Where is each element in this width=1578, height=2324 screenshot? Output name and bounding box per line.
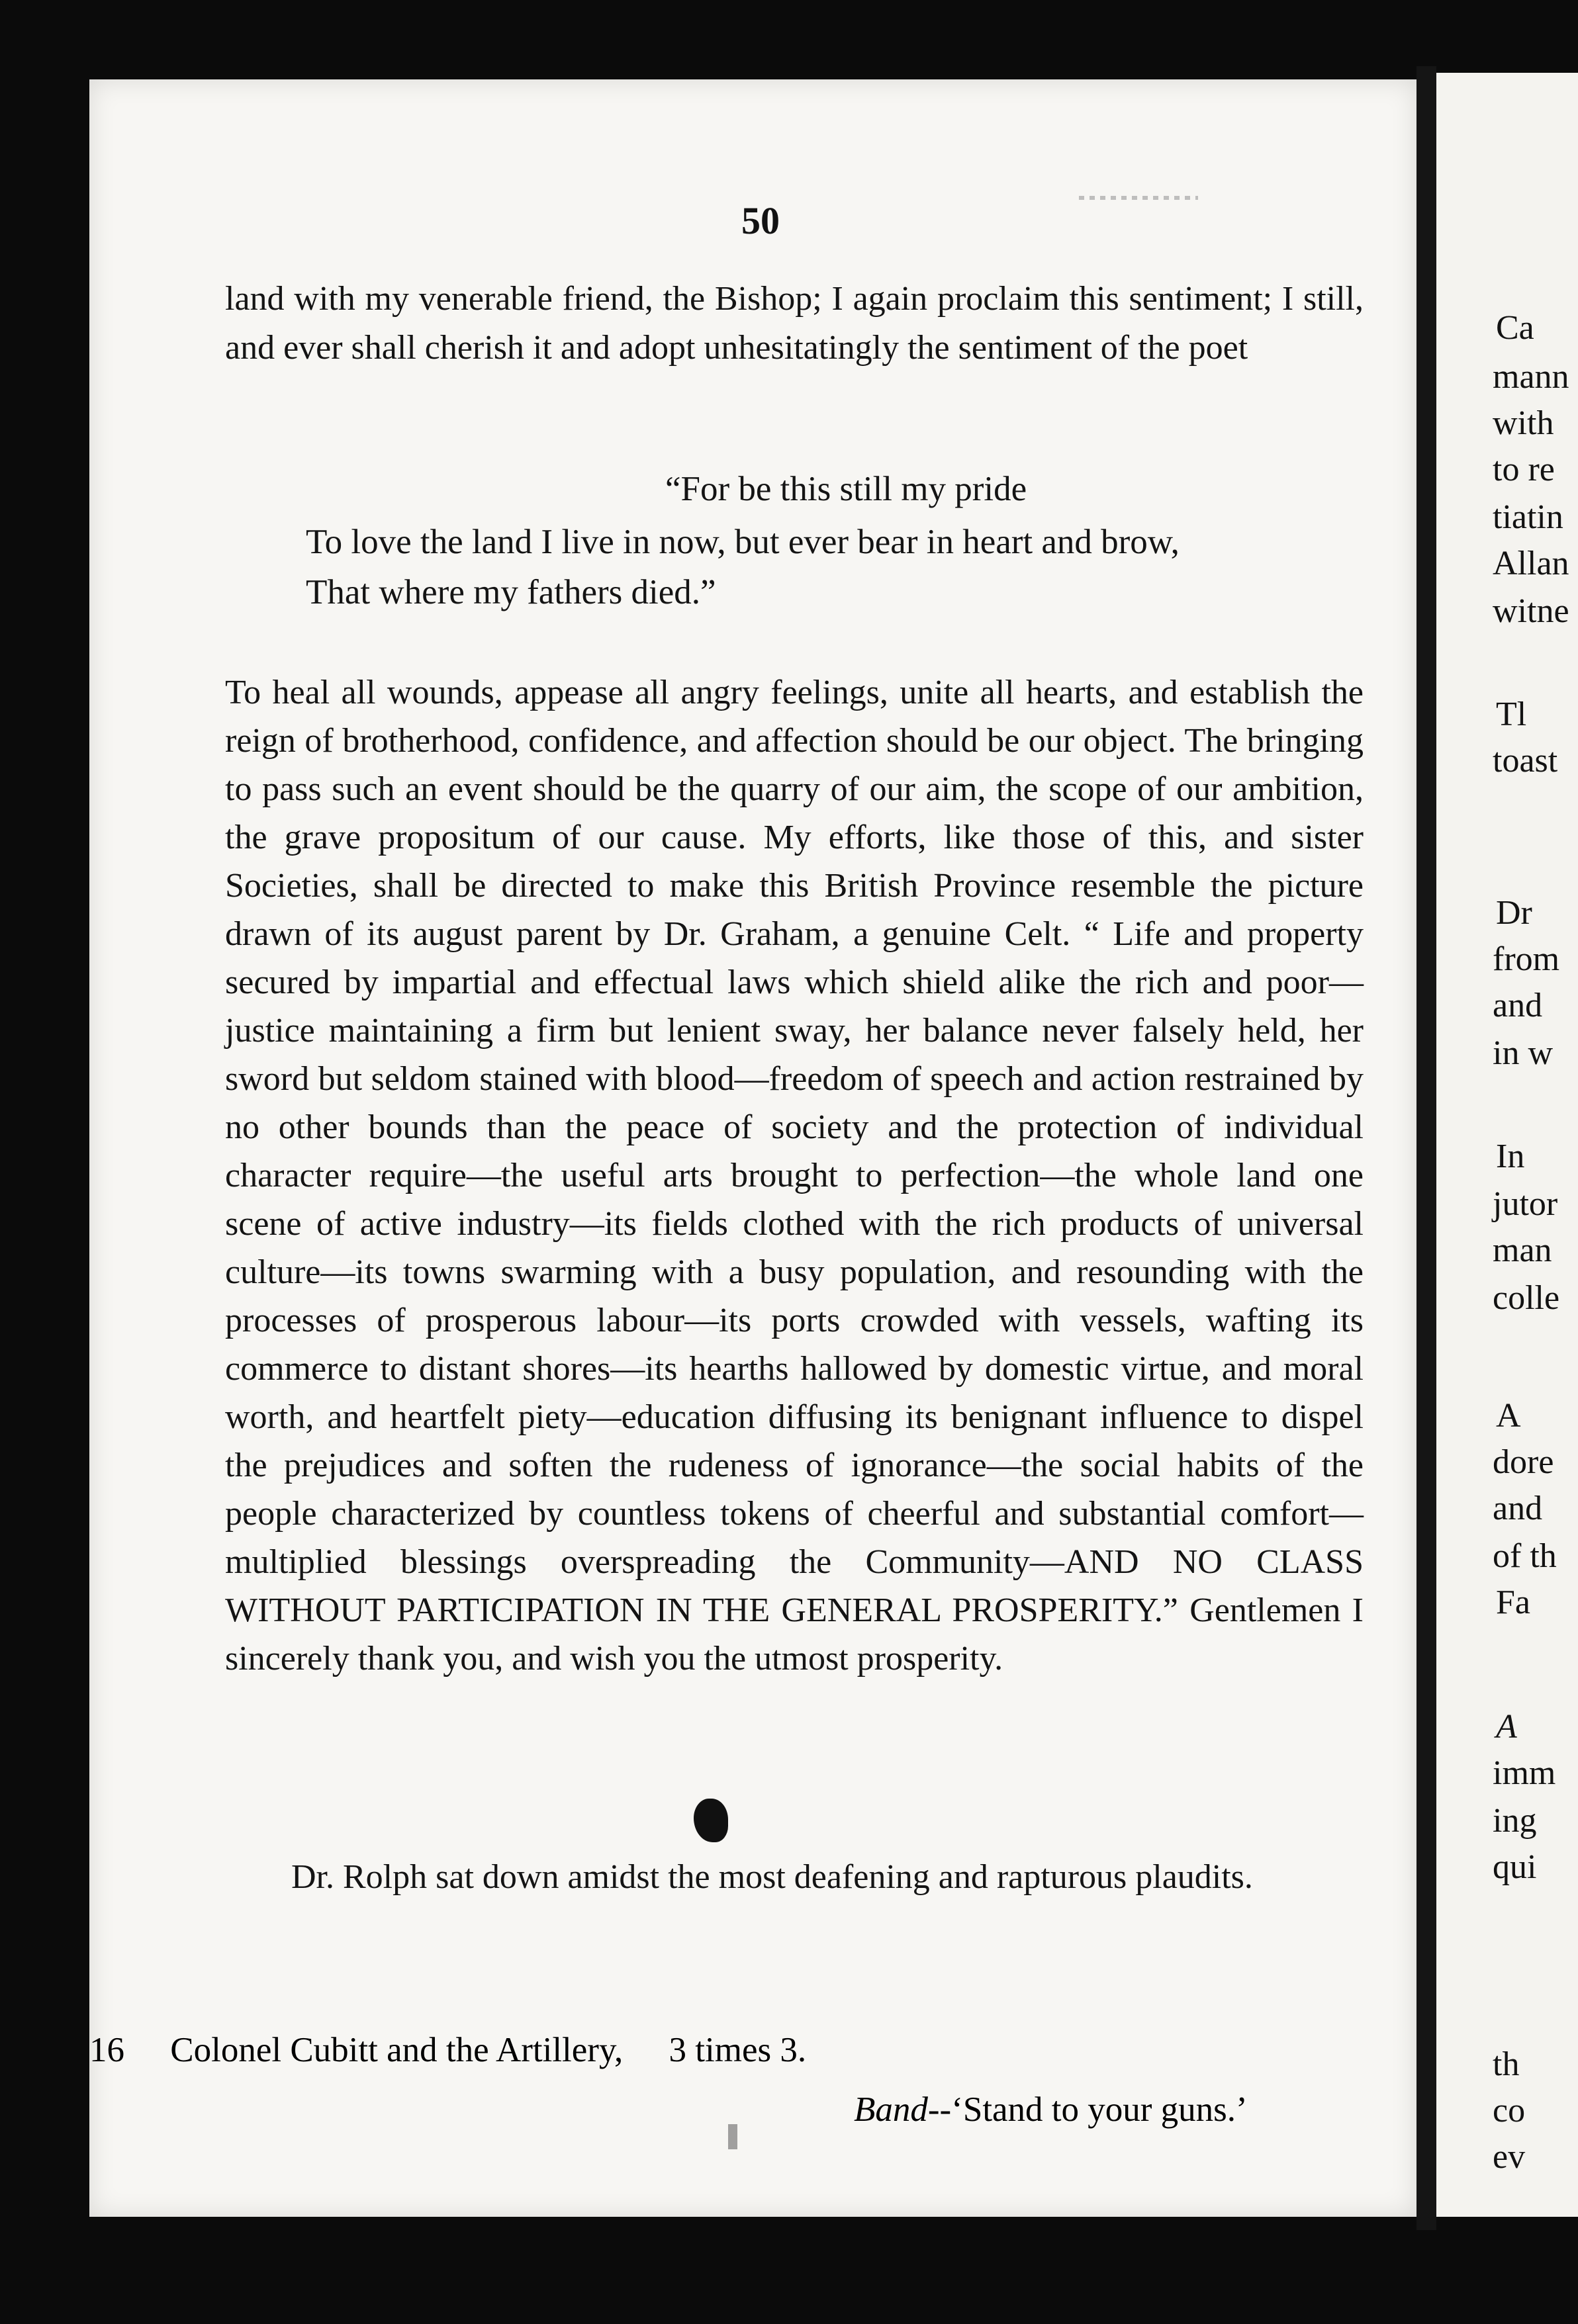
facing-fragment: th [1493,2045,1520,2083]
band-tune: ‘Stand to your guns.’ [951,2090,1248,2129]
toast-entry [89,2030,1281,2070]
facing-fragment: to re [1493,451,1555,488]
print-speck [1079,196,1198,200]
facing-fragment: ing [1493,1802,1537,1840]
facing-fragment: of th [1493,1537,1557,1575]
facing-fragment: man [1493,1231,1552,1269]
closing-paragraph: Dr. Rolph sat down amidst the most deafening and rapturous plaudits. [291,1858,1253,1896]
facing-fragment: co [1493,2092,1526,2129]
facing-fragment: A [1496,1397,1521,1435]
facing-fragment: ev [1493,2138,1526,2176]
facing-fragment: from [1493,940,1560,978]
facing-fragment: witne [1493,592,1569,630]
facing-fragment: jutor [1493,1185,1558,1223]
facing-fragment: Ca [1496,309,1534,347]
facing-fragment: mann [1493,358,1569,396]
facing-fragment: dore [1493,1443,1554,1481]
facing-fragment: with [1493,404,1554,442]
facing-fragment: and [1493,987,1543,1024]
facing-fragment: Allan [1493,545,1569,582]
facing-fragment: Fa [1496,1584,1530,1621]
toast-name: Colonel Cubitt and the Artillery, [170,2031,624,2069]
facing-fragment: in w [1493,1034,1553,1072]
band-direction [854,2090,1248,2129]
toast-cheers: 3 times 3. [669,2031,807,2069]
facing-fragment: toast [1493,742,1558,780]
facing-fragment: qui [1493,1848,1537,1886]
band-separator: -- [927,2090,952,2129]
facing-fragment: and [1493,1490,1543,1527]
facing-fragment: colle [1493,1279,1560,1317]
facing-fragment: In [1496,1138,1525,1175]
verse-line: That where my fathers died.” [306,573,716,611]
facing-fragment: Tl [1496,695,1527,733]
print-mark [728,2124,737,2149]
facing-fragment: tiatin [1493,498,1563,536]
main-paragraph: To heal all wounds, appease all angry feelings, unite all hearts, and establish the reign of brotherhood, confidence, and affection should be our object. The bringing to pass such an event should be the quarry of our aim, the scope of our ambition, the grave propositum of our cause. My efforts, like those of this, and sister Societies, shall be directed to make this British Province resemble the picture drawn of its august parent by Dr. Graham, a genuine Celt. “ Life and property secured by impartial and effectual laws which shield alike the rich and poor—justice maintaining a firm but lenient sway, her balance never falsely held, her sword but seldom stained with blood—freedom of speech and action restrained by no other bounds than the peace of society and the protection of individual character require—the useful arts brought to perfection—the whole land one scene of active industry—its fields clothed with the rich products of universal culture—its towns swarming with a busy population, and resounding with the processes of prosperous labour—its ports crowded with vessels, wafting its commerce to distant shores—its hearths hallowed by domestic virtue, and moral worth, and heartfelt piety—education diffusing its benignant influence to dispel the prejudices and soften the rudeness of ignorance—the social habits of the people characterized by countless tokens of cheerful and substantial comfort—multiplied blessings overspreading the Community—AND NO CLASS WITHOUT PARTICIPATION IN THE GENERAL PROSPERITY.” Gentlemen I sincerely thank you, and wish you the utmost prosperity. [225,674,1364,1677]
book-gutter [1416,66,1436,2230]
opening-lines: land with my venerable friend, the Bishop; I again proclaim this sentiment; I still, and ever shall cherish it and adopt unhesitatingly the sentiment of the poet [225,280,1364,367]
facing-page [1436,73,1578,2217]
facing-fragment: A [1496,1708,1517,1746]
page-number: 50 [741,199,780,242]
facing-fragment: imm [1493,1754,1556,1792]
facing-fragment: Dr [1496,894,1532,932]
band-label: Band [854,2090,928,2129]
toast-number: 16 [89,2031,124,2069]
verse-line: “For be this still my pride [665,470,1027,508]
verse-line: To love the land I live in now, but ever bear in heart and brow, [306,523,1180,561]
